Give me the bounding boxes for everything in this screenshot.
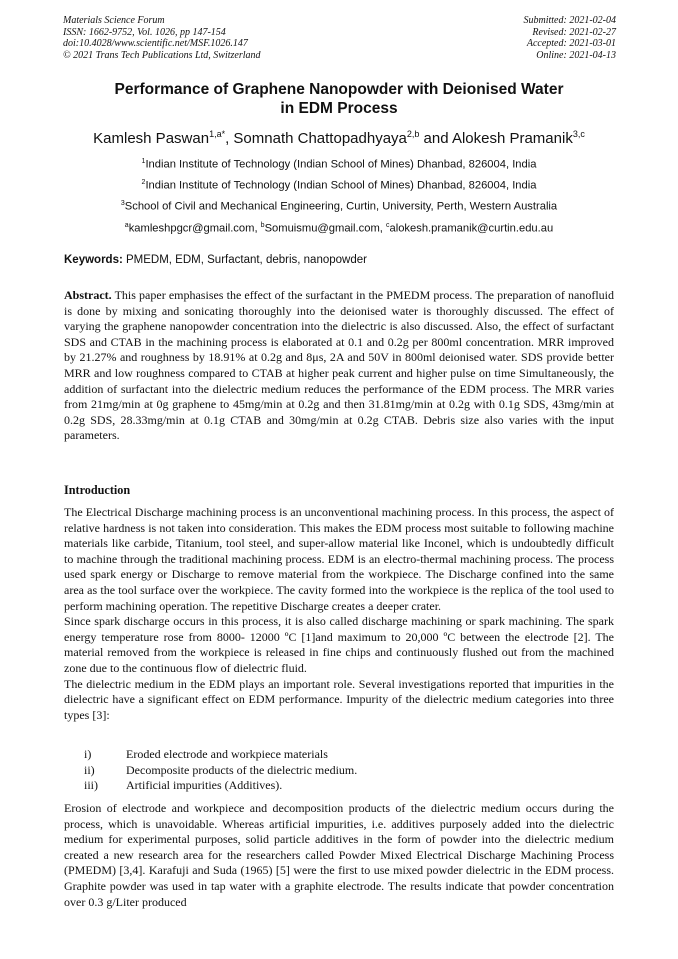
intro-paragraph-1: The Electrical Discharge machining process is an unconventional machining process. In this process, the aspect of relative hardness is not taken into consideration. This makes the EDM process most suitable to following machine materials like carbide, Titanium, tool steel, and super-allow material like Inconel, which is undoubtedly difficult to machine through the traditional machining process. EDM is an electro-thermal machining process. The process used spark energy or Discharge to remove material from the workpiece. The Discharge confined into the same area as the tool surface over the workpiece. The cavity formed into the workpiece is the replica of the tool used to perform machining operation. The repetitive Discharge creates a deeper crater. [64,505,614,613]
list-item-text: Artificial impurities (Additives). [126,778,283,793]
email-mark: b [260,222,265,229]
journal-name: Materials Science Forum [63,15,165,26]
affiliation-text: School of Civil and Mechanical Engineering, Curtin, University, Perth, Western Australia [124,200,558,213]
author-separator: , [225,130,234,147]
introduction-body-continued [64,801,614,910]
email-link[interactable]: Somuismu@gmail.com, [264,222,386,235]
intro-paragraph-2: Since spark discharge occurs in this process, it is also called discharge machining or spark machining. The spark energy temperature rose from 8000- 12000 ºC [1]and maximum to 20,000 ºC between the electrode [2]. The material removed from the workpiece is released in fine chips and continuously flushed out from the machined zone due to the continuous flow of dielectric fluid. [64,614,614,675]
date-online: Online: 2021-04-13 [536,49,616,61]
list-item-number: iii) [84,778,98,793]
date-accepted: Accepted: 2021-03-01 [526,38,616,49]
email-mark: a [124,222,129,229]
abstract [64,288,614,444]
journal-copyright: © 2021 Trans Tech Publications Ltd, Switzerland [63,49,261,61]
abstract-label: Abstract. [64,288,112,302]
abstract-paragraph [64,288,614,444]
journal-issn: ISSN: 1662-9752, Vol. 1026, pp 147-154 [63,26,226,38]
affiliation-3 [20,197,658,214]
affiliation-text: Indian Institute of Technology (Indian School of Mines) Dhanbad, 826004, India [145,179,537,192]
author-name: Kamlesh Paswan [93,130,210,147]
keywords [64,253,624,267]
author-name: Alokesh Pramanik [451,130,573,147]
keywords-text: PMEDM, EDM, Surfactant, debris, nanopowder [122,254,367,266]
list-item-text: Decomposite products of the dielectric medium. [126,762,358,777]
date-revised: Revised: 2021-02-27 [532,26,616,38]
list-item [64,747,614,763]
journal-header-right [524,15,617,61]
author-affiliation-mark: 1,a* [209,129,226,139]
list-item [64,778,614,794]
list-item-number: i) [84,747,92,761]
affiliation-2 [20,176,658,193]
author-affiliation-mark: 3,c [572,129,585,139]
affiliation-mark: 3 [120,200,125,207]
author-list [20,124,658,149]
keywords-label: Keywords: [64,254,123,266]
author-name: Somnath Chattopadhyaya [233,130,407,147]
abstract-text: This paper emphasises the effect of the surfactant in the PMEDM process. The preparation of nanofluid is done by mixing and sonicating thoroughly into the deionised water is thoroughly discussed. The effect of varying the graphene nanopowder concentration into the dielectric is also discussed. Also, the effect of surfactant SDS and CTAB in the machining process is elaborated at 0.1 and 0.2g per 800ml concentration. MRR improved by 21.27% and roughness by 18.91% at 0.2g and 8μs, 2A and 50V in 800ml deionised water. SDS provide better MRR and low roughness compared to CTAB at higher peak current and higher pulse on time Simultaneously, the addition of surfactant into the dielectric medium reduces the performance of the EDM process. The MRR varies from 21mg/min at 0g graphene to 45mg/min at 0.2g and then 31.81mg/min at 0.2g with 0.1g SDS, 43mg/min at 0.2g SDS, 28.33mg/min at 0.1g CTAB and 30mg/min at 0.2g CTAB. Debris size also varies with the input parameters. [64,288,614,443]
introduction-body [64,505,614,723]
intro-paragraph-3: The dielectric medium in the EDM plays an important role. Several investigations reported that impurities in the dielectric have a significant effect on EDM performance. Impurity of the dielectric medium categories into three types [3]: [64,676,614,722]
affiliation-text: Indian Institute of Technology (Indian School of Mines) Dhanbad, 826004, India [145,158,537,171]
journal-header-left [63,15,261,61]
affiliation-1 [20,155,658,172]
impurity-type-list [64,747,614,794]
paper-title-line-1: Performance of Graphene Nanopowder with Deionised Water [114,81,564,98]
list-item-number: ii) [84,762,95,777]
list-item [64,763,614,779]
affiliation-mark: 1 [141,158,146,165]
list-item-text: Eroded electrode and workpiece materials [126,747,328,761]
author-separator: and [419,130,452,147]
journal-doi[interactable]: doi:10.4028/www.scientific.net/MSF.1026.147 [63,38,248,49]
section-heading-introduction: Introduction [64,483,131,497]
email-link[interactable]: alokesh.pramanik@curtin.edu.au [389,222,554,235]
author-emails [20,219,658,236]
email-mark: c [385,222,390,229]
author-affiliation-mark: 2,b [406,129,420,139]
email-link[interactable]: kamleshpgcr@gmail.com, [128,222,261,235]
paper-title-line-2: in EDM Process [280,100,398,117]
date-submitted: Submitted: 2021-02-04 [523,15,616,26]
paper-title [40,80,638,118]
intro-paragraph-4: Erosion of electrode and workpiece and decomposition products of the dielectric medium occurs during the process, which is unavoidable. Whereas artificial impurities, i.e. additives purposely added into the dielectric medium for experimental purposes, solid particle additives in the form of powder into the dielectric medium created a new research area for the researchers called Powder Mixed Electrical Discharge Machining Process (PMEDM) [3,4]. Karafuji and Suda (1965) [5] were the first to use mixed powder dielectric in the EDM process. Graphite powder was used in tap water with a graphite electrode. The results indicate that powder concentration over 0.3 g/Liter produced [64,801,614,909]
affiliation-mark: 2 [141,179,146,186]
